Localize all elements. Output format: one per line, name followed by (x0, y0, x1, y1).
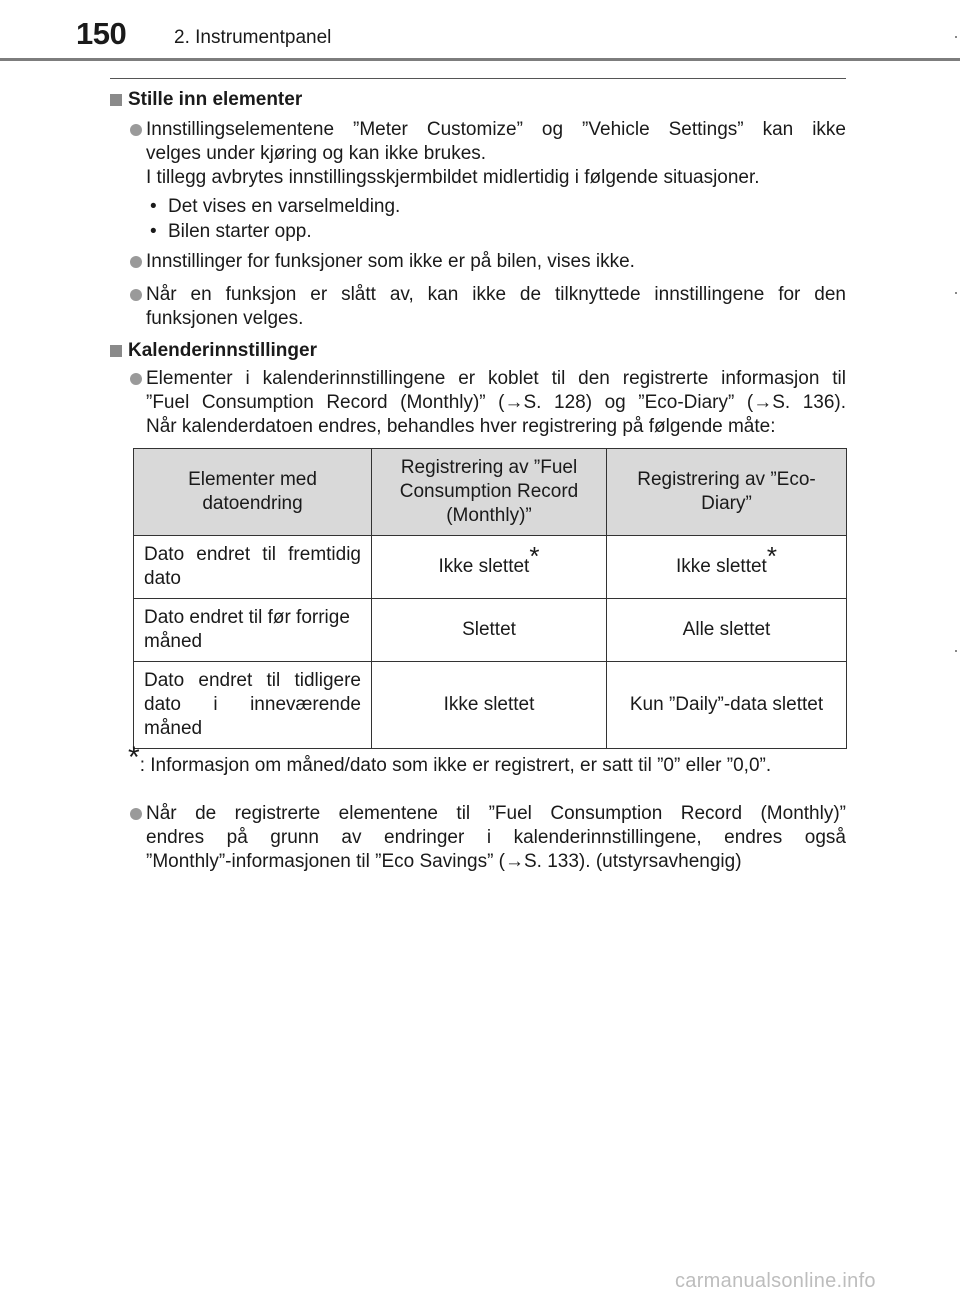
circle-bullet-icon (130, 256, 142, 268)
edge-mark (955, 36, 957, 38)
table-cell: Ikke slettet* (607, 536, 847, 599)
circle-bullet-icon (130, 124, 142, 136)
table-cell: Dato endret til tidligere dato i inneværende måned (134, 662, 372, 749)
sub-bullet-item: • Bilen starter opp. (150, 221, 312, 242)
section-heading-settings: Stille inn elementer (110, 88, 846, 112)
table-cell: Ikke slettet (372, 662, 607, 749)
text-line: Innstillingselementene ”Meter Customize” og ”Vehicle Settings” kan ikke (146, 119, 846, 140)
edge-mark (955, 292, 957, 294)
table-cell: Alle slettet (607, 599, 847, 662)
text-line: ”Monthly”-informasjonen til ”Eco Savings” (→S. 133). (utstyrsavhengig) (146, 851, 742, 872)
text-line: velges under kjøring og kan ikke brukes. (146, 143, 487, 164)
after-table-content (110, 796, 846, 874)
text-line: endres på grunn av endringer i kalenderinnstillingene, endres også (146, 827, 846, 848)
square-bullet-icon (110, 94, 122, 106)
circle-bullet-icon (130, 289, 142, 301)
asterisk-mark: * (128, 741, 140, 774)
table-cell: Slettet (372, 599, 607, 662)
bullet-item (110, 802, 846, 874)
sub-bullet-item: • Det vises en varselmelding. (150, 196, 401, 217)
circle-bullet-icon (130, 808, 142, 820)
table-footnote: *: Informasjon om måned/dato som ikke er registrert, er satt til ”0” eller ”0,0”. (128, 741, 772, 776)
text-line: Når en funksjon er slått av, kan ikke de tilknyttede innstillingene for den (146, 284, 846, 305)
asterisk-mark: * (766, 541, 777, 571)
text-line: I tillegg avbrytes innstillingsskjermbildet midlertidig i følgende situasjoner. (146, 167, 760, 188)
main-content (110, 88, 846, 439)
bullet-item (110, 250, 846, 274)
circle-bullet-icon (130, 373, 142, 385)
table-header-cell: Registrering av ”Eco-Diary” (607, 449, 847, 536)
edge-mark (955, 650, 957, 652)
asterisk-mark: * (529, 541, 540, 571)
square-bullet-icon (110, 345, 122, 357)
table-cell: Dato endret til før forrige måned (134, 599, 372, 662)
table-row (134, 599, 847, 662)
sub-bullet-list (110, 194, 846, 244)
watermark: carmanualsonline.info (675, 1270, 876, 1292)
table-cell: Ikke slettet* (372, 536, 607, 599)
page-header (0, 0, 960, 60)
content-divider (110, 78, 846, 79)
bullet-item (110, 367, 846, 439)
bullet-item (110, 118, 846, 190)
table-header-cell: Registrering av ”Fuel Consumption Record (Monthly)” (372, 449, 607, 536)
section-heading-calendar: Kalenderinnstillinger (110, 339, 846, 363)
table-header-row (134, 449, 847, 536)
text-line: Når de registrerte elementene til ”Fuel Consumption Record (Monthly)” (146, 803, 846, 824)
table-row (134, 662, 847, 749)
table-header-cell: Elementer med datoendring (134, 449, 372, 536)
text-line: Når kalenderdatoen endres, behandles hver registrering på følgende måte: (146, 416, 776, 437)
table-row (134, 536, 847, 599)
header-rule (0, 58, 960, 61)
table-cell: Dato endret til fremtidig dato (134, 536, 372, 599)
text-line: Elementer i kalenderinnstillingene er koblet til den registrerte informasjon til (146, 368, 846, 389)
table-cell: Kun ”Daily”-data slettet (607, 662, 847, 749)
page-number: 150 (76, 16, 127, 51)
section-title: 2. Instrumentpanel (174, 27, 332, 48)
bullet-item (110, 283, 846, 331)
calendar-settings-table (133, 448, 847, 749)
text-line: funksjonen velges. (146, 308, 304, 329)
text-line: Innstillinger for funksjoner som ikke er på bilen, vises ikke. (146, 251, 635, 272)
text-line: ”Fuel Consumption Record (Monthly)” (→S. 128) og ”Eco-Diary” (→S. 136). (146, 392, 846, 413)
